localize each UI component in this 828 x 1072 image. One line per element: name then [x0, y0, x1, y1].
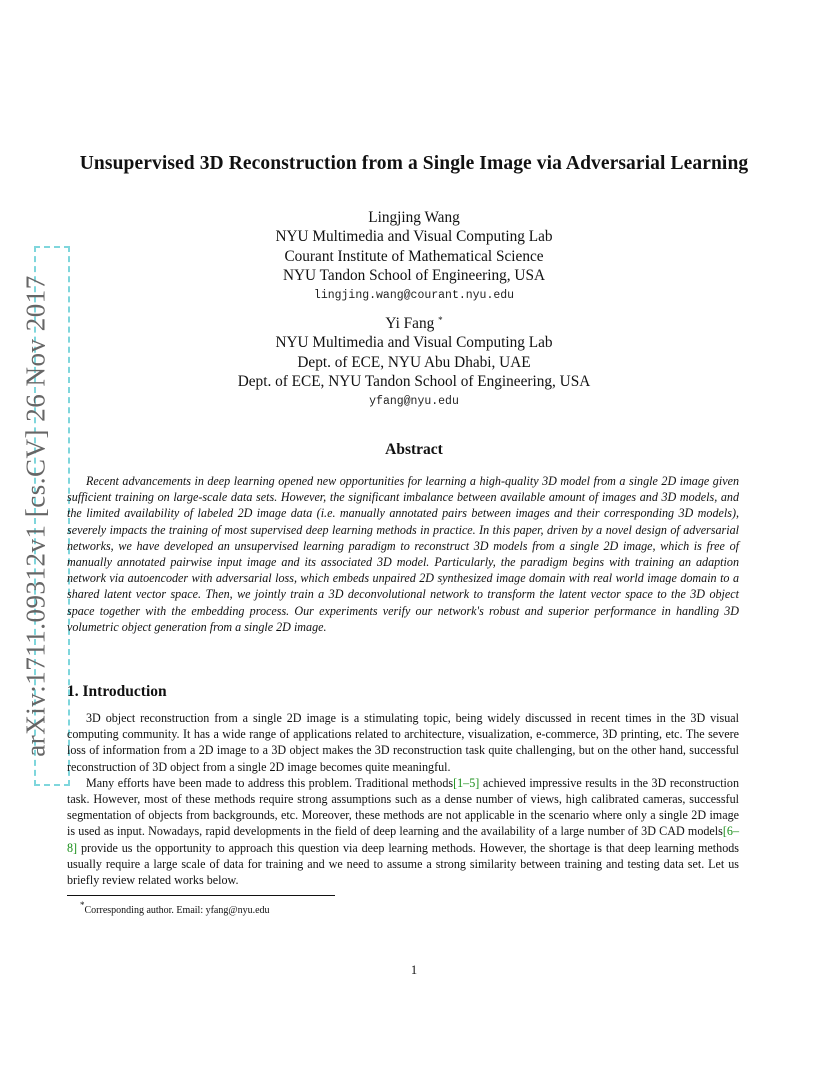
abstract-text: Recent advancements in deep learning opened new opportunities for learning a high-quality 3D model from a single 2D image given sufficient training on large-scale data sets. However, the significant imbalance between available amount of images and 3D models, and the limited availability of labeled 2D image data (i.e. manually annotated pairs between images and their corresponding 3D models), severely impacts the training of most supervised deep learning methods in practice. In this paper, driven by a novel design of adversarial networks, we have developed an unsupervised learning paradigm to reconstruct 3D models from a single 2D image, which is free of manually annotated pairwise input image and its associated 3D model. Particularly, the paradigm begins with training an adaption network via autoencoder with adversarial loss, which embeds unpaired 2D synthesized image domain with real world image domain to a shared latent vector space. Then, we jointly train a 3D deconvolutional network to transform the latent vector space to the 3D object space together with the embedding process. Our experiments verify our network's robust and superior performance in handling 3D volumetric object generation from a single 2D image. — [67, 474, 739, 634]
author-name: Yi Fang — [385, 315, 435, 332]
page-number: 1 — [410, 963, 418, 977]
author-affiliation: Courant Institute of Mathematical Science — [284, 247, 544, 265]
corresponding-author-mark: * — [438, 315, 443, 325]
author-block-2 — [0, 311, 828, 413]
paragraph — [67, 775, 739, 888]
footnote-mark: * — [80, 900, 85, 910]
author-affiliation: Dept. of ECE, NYU Abu Dhabi, UAE — [297, 353, 531, 371]
citation-link[interactable]: [6–8] — [67, 824, 739, 855]
author-email: yfang@nyu.edu — [369, 395, 459, 409]
introduction-body — [67, 710, 739, 888]
footnote-divider — [67, 895, 335, 896]
author-block-1 — [0, 208, 828, 307]
arxiv-identifier: arXiv:1711.09312v1 [cs.CV] 26 Nov 2017 — [20, 275, 51, 757]
author-affiliation: Dept. of ECE, NYU Tandon School of Engineering, USA — [237, 372, 591, 390]
footnote — [67, 899, 270, 917]
footnote-text: Corresponding author. Email: yfang@nyu.edu — [84, 905, 270, 916]
author-name: Lingjing Wang — [368, 209, 460, 226]
author-affiliation: NYU Multimedia and Visual Computing Lab — [275, 228, 553, 246]
author-affiliation: NYU Multimedia and Visual Computing Lab — [275, 334, 553, 352]
paragraph-text: Many efforts have been made to address this problem. Traditional methods — [86, 775, 454, 790]
author-email: lingjing.wang@courant.nyu.edu — [313, 289, 515, 303]
paper-title: Unsupervised 3D Reconstruction from a Single Image via Adversarial Learning — [79, 153, 749, 174]
paragraph: 3D object reconstruction from a single 2D image is a stimulating topic, being widely discussed in recent times in the 3D visual computing community. It has a wide range of applications related to architecture, visualization, e-commerce, 3D printing, etc. The severe loss of information from a 2D image to a 3D object makes the 3D reconstruction task quite challenging, but on the other hand, successful reconstruction of 3D object from a single 2D image becomes quite meaningful. — [67, 711, 739, 774]
paragraph-text: provide us the opportunity to approach this question via deep learning methods. However, the shortage is that deep learning methods usually require a large scale of data for training and we need to assume a strong similarity between training and testing data set. Let us briefly review related works below. — [67, 840, 739, 888]
author-affiliation: NYU Tandon School of Engineering, USA — [282, 266, 546, 284]
citation-link[interactable]: [1–5] — [453, 775, 480, 790]
section-heading-introduction: 1. Introduction — [67, 683, 167, 700]
author-name-line — [0, 311, 828, 333]
paragraph-text: achieved impressive results in the 3D reconstruction task. However, most of these methods require strong assumptions such as a dense number of views, high calibrated cameras, successful segmentation of objects from backgrounds, etc. Moreover, these methods are not applicable in the scenario where only a single 2D image is used as input. Nowadays, rapid developments in the field of deep learning and the availability of a large number of 3D CAD models — [67, 775, 740, 839]
abstract-heading: Abstract — [385, 441, 443, 458]
